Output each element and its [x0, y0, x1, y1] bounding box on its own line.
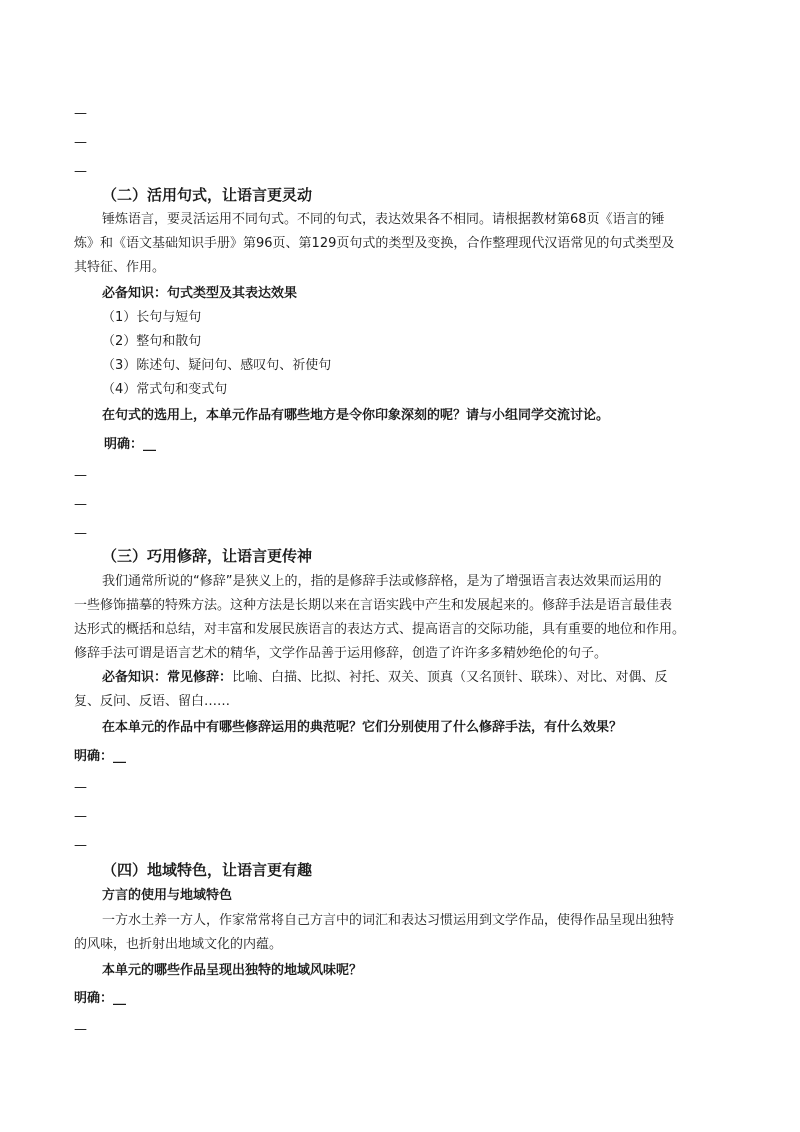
- list-item: （2）整句和散句: [102, 334, 202, 349]
- answer-label: 明确：__: [74, 749, 127, 764]
- paragraph-line: 的风味，也折射出地域文化的内蕴。: [74, 937, 283, 952]
- paragraph-line: 锤炼语言，要灵活运用不同句式。不同的句式，表达效果各不相同。请根据教材第68页《语言的锤: [102, 212, 665, 227]
- discussion-question: 在句式的选用上，本单元作品有哪些地方是令你印象深刻的呢？请与小组同学交流讨论。: [102, 408, 610, 423]
- paragraph-line: 其特征、作用。: [74, 260, 166, 275]
- section-heading-3: （三）巧用修辞，让语言更传神: [102, 547, 313, 565]
- section-heading-2: （二）活用句式，让语言更灵动: [102, 186, 313, 204]
- discussion-question: 在本单元的作品中有哪些修辞运用的典范呢？它们分别使用了什么修辞手法，有什么效果？: [102, 720, 623, 735]
- paragraph-line: 复、反问、反语、留白……: [74, 694, 231, 709]
- blank-line: —: [74, 1022, 87, 1037]
- list-item: （1）长句与短句: [102, 310, 202, 325]
- list-item: （4）常式句和变式句: [102, 382, 228, 397]
- blank-line: —: [74, 468, 87, 483]
- blank-line: —: [74, 164, 87, 179]
- answer-label: 明确：__: [74, 991, 127, 1006]
- common-rhetoric-label: 必备知识：常见修辞：: [102, 670, 233, 685]
- knowledge-label: 必备知识：句式类型及其表达效果: [102, 286, 298, 301]
- common-rhetoric-list: 比喻、白描、比拟、衬托、双关、顶真（又名顶针、联珠）、对比、对偶、反: [232, 670, 668, 685]
- blank-line: —: [74, 838, 87, 853]
- discussion-question: 本单元的哪些作品呈现出独特的地域风味呢？: [102, 963, 363, 978]
- blank-line: —: [74, 809, 87, 824]
- common-rhetoric-line: [102, 666, 722, 690]
- blank-line: —: [74, 135, 87, 150]
- sub-heading: 方言的使用与地域特色: [102, 888, 233, 903]
- blank-line: —: [74, 526, 87, 541]
- paragraph-line: 修辞手法可谓是语言艺术的精华，文学作品善于运用修辞，创造了许许多多精妙绝伦的句子。: [74, 646, 608, 661]
- paragraph-line: 我们通常所说的“修辞”是狭义上的，指的是修辞手法或修辞格，是为了增强语言表达效果而运用的: [102, 574, 662, 589]
- blank-line: —: [74, 497, 87, 512]
- answer-label: 明确：__: [104, 437, 157, 452]
- paragraph-line: 一方水土养一方人，作家常常将自己方言中的词汇和表达习惯运用到文学作品，使得作品呈现出独特: [102, 913, 675, 928]
- paragraph-line: 炼》和《语文基础知识手册》第96页、第129页句式的类型及变换，合作整理现代汉语常见的句式类型及: [74, 236, 675, 251]
- paragraph-line: 一些修饰描摹的特殊方法。这种方法是长期以来在言语实践中产生和发展起来的。修辞手法是语言最佳表: [74, 598, 673, 613]
- blank-line: —: [74, 780, 87, 795]
- blank-line: —: [74, 106, 87, 121]
- paragraph-line: 达形式的概括和总结，对丰富和发展民族语言的表达方式、提高语言的交际功能，具有重要的地位和作用。: [74, 622, 686, 637]
- section-heading-4: （四）地域特色，让语言更有趣: [102, 861, 313, 879]
- list-item: （3）陈述句、疑问句、感叹句、祈使句: [102, 358, 332, 373]
